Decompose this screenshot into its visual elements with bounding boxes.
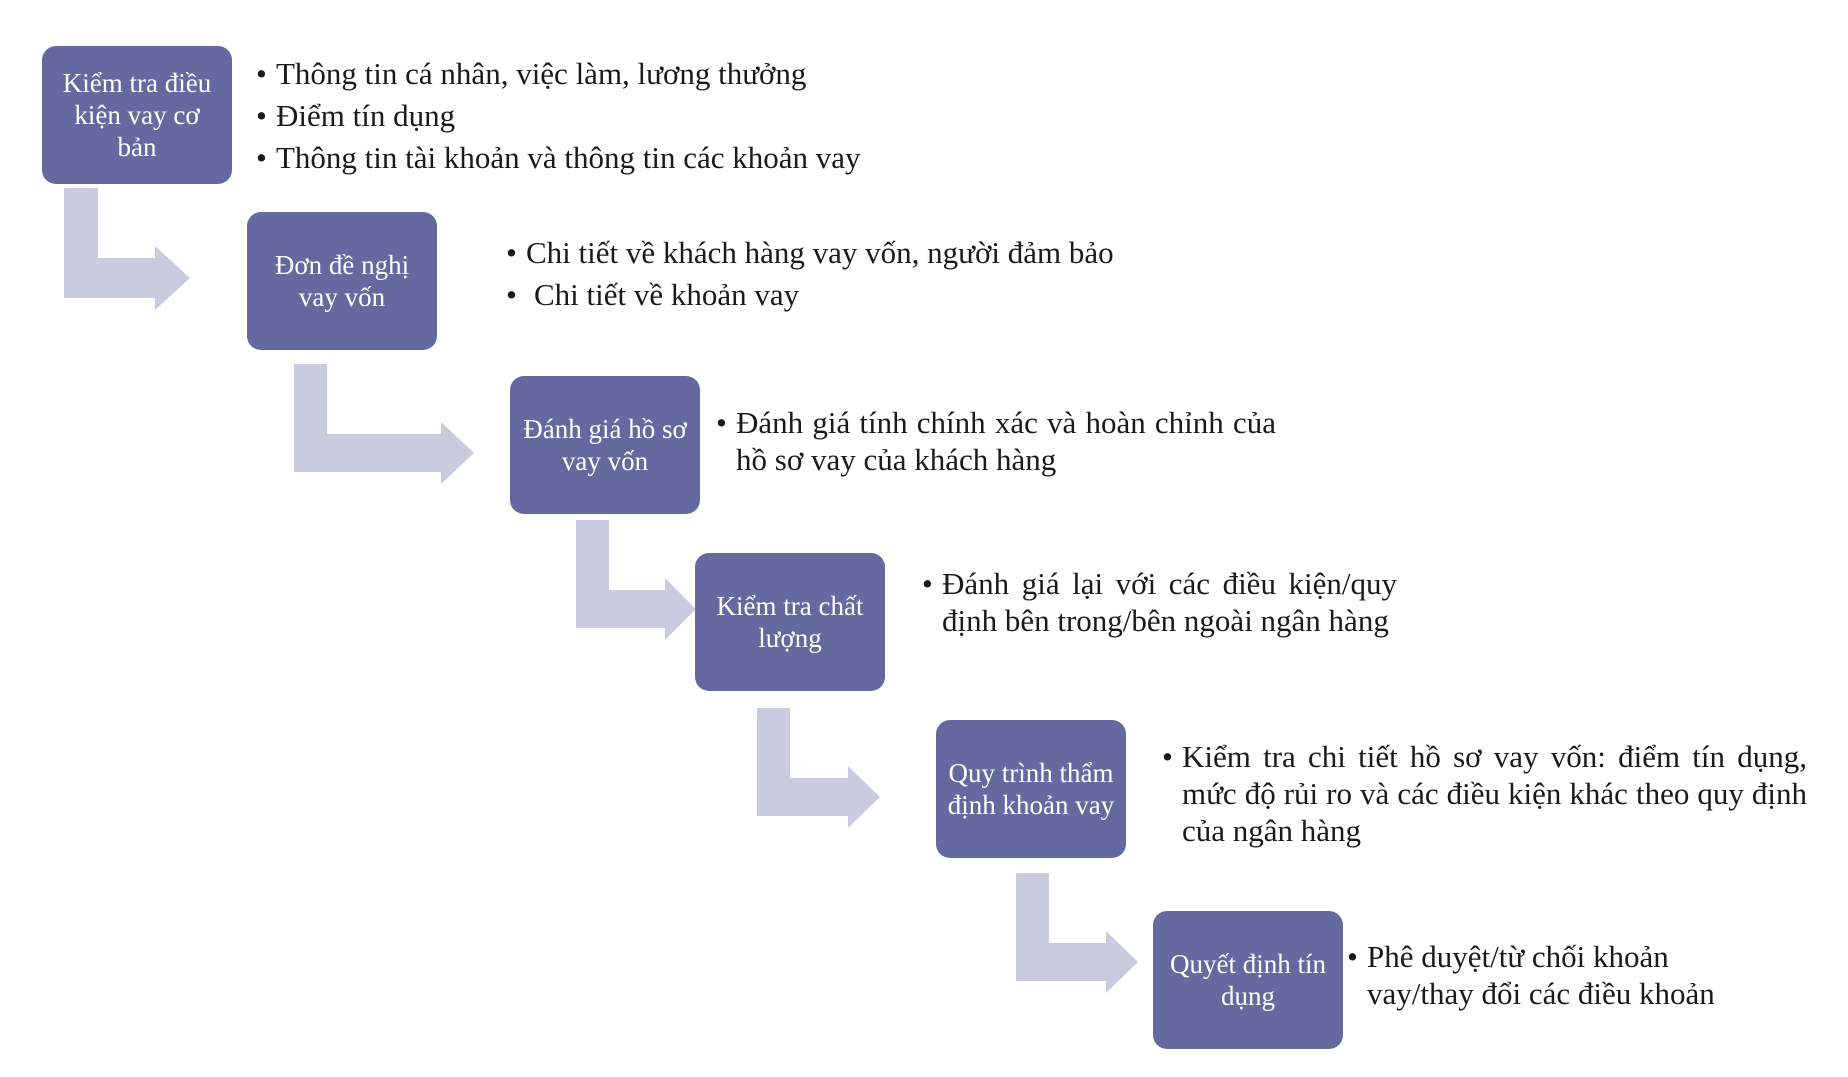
elbow-arrow-icon xyxy=(576,520,696,640)
step-title: Đơn đề nghị vay vốn xyxy=(274,250,410,312)
step-box-loan-application xyxy=(247,212,437,350)
step-box-basic-eligibility xyxy=(42,46,232,184)
step-box-application-evaluation xyxy=(510,376,700,514)
step-title: Quy trình thẩm định khoản vay xyxy=(947,758,1115,820)
step-box-loan-appraisal xyxy=(936,720,1126,858)
elbow-arrow-icon xyxy=(294,364,474,484)
step-details-loan-application xyxy=(506,232,1226,316)
step-box-credit-decision xyxy=(1153,911,1343,1049)
elbow-arrow-icon xyxy=(757,708,880,828)
step-title: Kiểm tra điều kiện vay cơ bản xyxy=(62,68,212,162)
detail-item: • Phê duyệt/từ chối khoản vay/thay đổi các điều khoản xyxy=(1347,938,1767,1012)
step-details-application-evaluation xyxy=(716,404,1276,478)
step-details-credit-decision xyxy=(1347,938,1767,1012)
detail-item: • Chi tiết về khoản vay xyxy=(506,274,1226,316)
step-title: Đánh giá hồ sơ vay vốn xyxy=(523,414,687,476)
detail-item: • Điểm tín dụng xyxy=(256,95,956,137)
elbow-arrow-icon xyxy=(1016,873,1138,993)
step-details-quality-check xyxy=(922,565,1397,639)
detail-item: • Đánh giá lại với các điều kiện/quy định bên trong/bên ngoài ngân hàng xyxy=(922,565,1397,639)
detail-item: • Thông tin tài khoản và thông tin các khoản vay xyxy=(256,137,956,179)
detail-item: • Chi tiết về khách hàng vay vốn, người đảm bảo xyxy=(506,232,1226,274)
step-title: Quyết định tín dụng xyxy=(1170,949,1326,1011)
step-details-basic-eligibility xyxy=(256,53,956,179)
detail-item: • Thông tin cá nhân, việc làm, lương thưởng xyxy=(256,53,956,95)
step-details-loan-appraisal xyxy=(1162,738,1807,849)
step-title: Kiểm tra chất lượng xyxy=(716,591,864,653)
step-box-quality-check xyxy=(695,553,885,691)
detail-item: • Đánh giá tính chính xác và hoàn chỉnh của hồ sơ vay của khách hàng xyxy=(716,404,1276,478)
detail-item: • Kiểm tra chi tiết hồ sơ vay vốn: điểm tín dụng, mức độ rủi ro và các điều kiện khác theo quy định của ngân hàng xyxy=(1162,738,1807,849)
elbow-arrow-icon xyxy=(64,188,190,310)
